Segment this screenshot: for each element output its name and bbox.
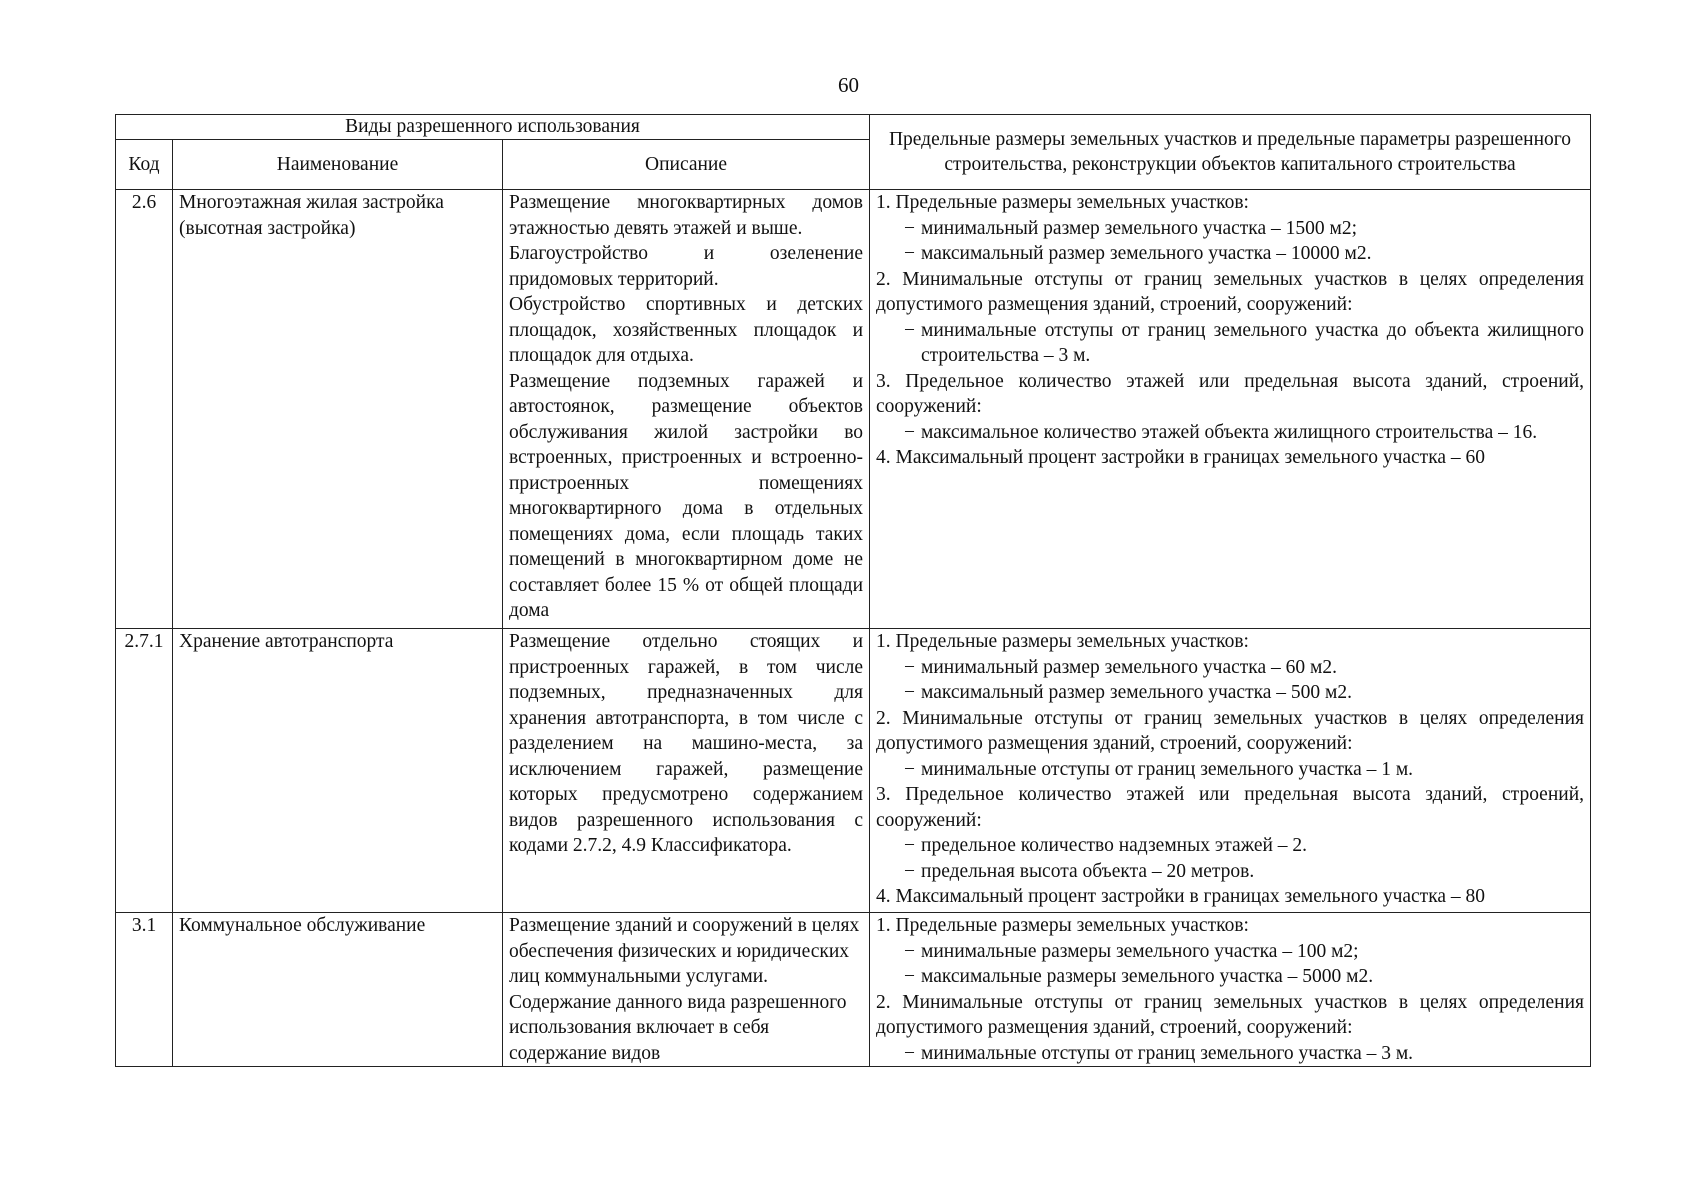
param-numbered-item: 4. Максимальный процент застройки в границах земельного участка – 80 [876,886,1486,907]
header-limits: Предельные размеры земельных участков и предельные параметры разрешенного строительства, реконструкции объектов капитального строительства [870,115,1591,190]
row-name: Многоэтажная жилая застройка (высотная застройка) [173,190,503,629]
param-numbered-item: 4. Максимальный процент застройки в границах земельного участка – 60 [876,447,1486,468]
param-numbered-item: 3. Предельное количество этажей или предельная высота зданий, строений, сооружений: [876,370,1585,417]
description-paragraph: Размещение зданий и сооружений в целях обеспечения физических и юридических лиц коммунальными услугами. Содержание данного вида разрешенного использования включает в себя содержание видов [509,915,860,1064]
table-row [116,629,1591,913]
header-name: Наименование [173,140,503,190]
table-row [116,913,1591,1067]
header-row-group [116,115,1591,140]
param-dash-item: − максимальное количество этажей объекта жилищного строительства – 16. [876,420,1584,446]
row-name: Коммунальное обслуживание [173,913,503,1067]
param-dash-item: − максимальные размеры земельного участка – 5000 м2. [876,964,1584,990]
header-permitted-use-types: Виды разрешенного использования [116,115,870,140]
param-dash-item: − минимальные отступы от границ земельного участка – 3 м. [876,1041,1584,1067]
param-numbered-item: 2. Минимальные отступы от границ земельных участков в целях определения допустимого размещения зданий, строений, сооружений: [876,268,1585,315]
param-numbered-item: 2. Минимальные отступы от границ земельных участков в целях определения допустимого размещения зданий, строений, сооружений: [876,991,1585,1038]
row-code: 3.1 [116,913,173,1067]
param-numbered-item: 3. Предельное количество этажей или предельная высота зданий, строений, сооружений: [876,784,1585,831]
header-description: Описание [503,140,870,190]
param-dash-item: − максимальный размер земельного участка – 10000 м2. [876,241,1584,267]
param-dash-item: − минимальный размер земельного участка – 60 м2. [876,655,1584,681]
description-paragraph: Обустройство спортивных и детских площадок, хозяйственных площадок и площадок для отдыха. [509,294,864,366]
row-description [503,629,870,913]
row-code: 2.7.1 [116,629,173,913]
row-name: Хранение автотранспорта [173,629,503,913]
row-parameters [870,190,1591,629]
row-description [503,190,870,629]
row-parameters [870,629,1591,913]
param-dash-item: − минимальные размеры земельного участка – 100 м2; [876,939,1584,965]
page-number: 60 [838,73,859,97]
param-numbered-item: 2. Минимальные отступы от границ земельных участков в целях определения допустимого размещения зданий, строений, сооружений: [876,707,1585,754]
description-paragraph: Размещение подземных гаражей и автостоянок, размещение объектов обслуживания жилой застройки во встроенных, пристроенных и встроенно-пристроенных помещениях многоквартирного дома в отдельных помещениях дома, если площадь таких помещений в многоквартирном доме не составляет более 15 % от общей площади дома [509,370,864,621]
param-dash-item: − минимальные отступы от границ земельного участка – 1 м. [876,757,1584,783]
description-paragraph: Размещение отдельно стоящих и пристроенных гаражей, в том числе подземных, предназначенных для хранения автотранспорта, в том числе с разделением на машино-места, за исключением гаражей, размещение которых предусмотрено содержанием видов разрешенного использования с кодами 2.7.2, 4.9 Классификатора. [509,631,864,856]
param-numbered-item: 1. Предельные размеры земельных участков: [876,915,1249,936]
param-dash-item: − максимальный размер земельного участка – 500 м2. [876,680,1584,706]
table-row [116,190,1591,629]
row-code: 2.6 [116,190,173,629]
row-parameters [870,913,1591,1067]
description-paragraph: Размещение многоквартирных домов этажностью девять этажей и выше. [509,192,864,239]
land-use-table [115,114,1591,1067]
param-numbered-item: 1. Предельные размеры земельных участков: [876,631,1249,652]
param-dash-item: − минимальный размер земельного участка – 1500 м2; [876,216,1584,242]
param-dash-item: − предельное количество надземных этажей – 2. [876,833,1584,859]
header-code: Код [116,140,173,190]
param-dash-item: − минимальные отступы от границ земельного участка до объекта жилищного строительства – 3 м. [876,318,1584,369]
param-dash-item: − предельная высота объекта – 20 метров. [876,859,1584,885]
row-description [503,913,870,1067]
description-paragraph: Благоустройство и озеленение придомовых территорий. [509,243,864,290]
param-numbered-item: 1. Предельные размеры земельных участков: [876,192,1249,213]
